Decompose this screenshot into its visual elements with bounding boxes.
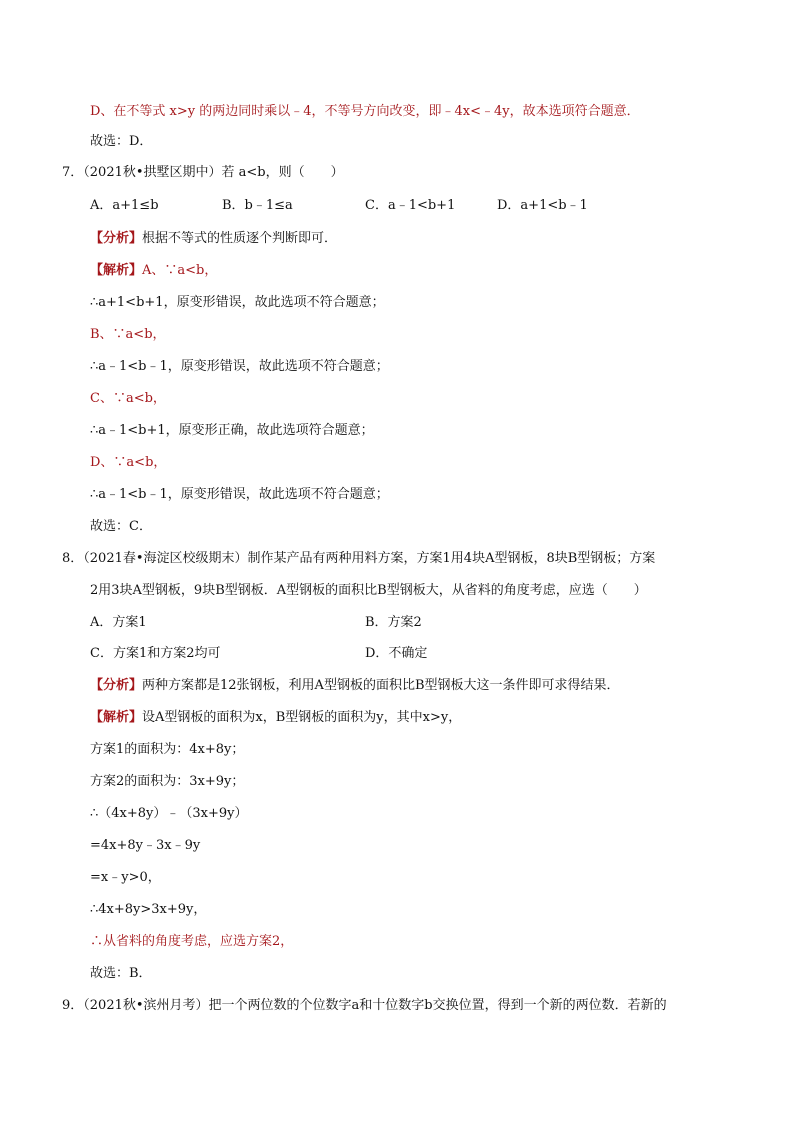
q8-stem-line-1: 8．（2021春•海淀区校级期末）制作某产品有两种用料方案，方案1用4块A型钢板，8块B型钢板；方案 — [62, 551, 656, 566]
q7-solution — [90, 262, 217, 280]
q8-option-a: A．方案1 — [90, 615, 147, 630]
q7-option-a: A．a+1≤b — [90, 198, 159, 213]
q8-solution-line: 方案2的面积为：3x+9y； — [90, 774, 245, 789]
q7-solution-line: B、∵a<b， — [90, 327, 166, 342]
q7-option-b: B．b﹣1≤a — [222, 198, 293, 213]
q8-solution-tag: 【解析】 — [90, 710, 143, 725]
q8-solution-line: 方案1的面积为：4x+8y； — [90, 742, 245, 757]
q7-solution-line: ∴a﹣1<b﹣1，原变形错误，故此选项不符合题意； — [90, 359, 389, 374]
q8-option-d: D．不确定 — [365, 646, 428, 661]
q8-analysis — [90, 677, 620, 695]
q8-solution-line: =4x+8y﹣3x﹣9y — [90, 838, 201, 853]
q7-analysis-tag: 【分析】 — [90, 231, 143, 246]
q8-solution-first: 设A型钢板的面积为x，B型钢板的面积为y，其中x>y， — [142, 710, 462, 725]
q7-answer: 故选：C． — [90, 519, 152, 534]
q7-analysis-text: 根据不等式的性质逐个判断即可． — [142, 231, 338, 246]
q8-analysis-tag: 【分析】 — [90, 678, 143, 693]
q7-solution-line: C、∵a<b， — [90, 391, 166, 406]
q8-analysis-text: 两种方案都是12张钢板，利用A型钢板的面积比B型钢板大这一条件即可求得结果． — [142, 678, 620, 693]
q7-analysis — [90, 230, 337, 248]
q7-solution-line: D、∵a<b， — [90, 455, 167, 470]
q7-solution-line: ∴a﹣1<b+1，原变形正确，故此选项符合题意； — [90, 423, 374, 438]
q8-solution — [90, 709, 461, 727]
q7-solution-tag: 【解析】 — [90, 263, 143, 278]
q9-stem-line-1: 9．（2021秋•滨州月考）把一个两位数的个位数字a和十位数字b交换位置，得到一个新的两位数．若新的 — [62, 998, 667, 1013]
q8-solution-line: ∴（4x+8y）﹣（3x+9y） — [90, 806, 248, 821]
q7-option-c: C．a﹣1<b+1 — [365, 198, 456, 213]
q8-option-c: C．方案1和方案2均可 — [90, 646, 221, 661]
q7-solution-line: ∴a+1<b+1，原变形错误，故此选项不符合题意； — [90, 295, 385, 310]
q6-answer: 故选：D． — [90, 134, 153, 149]
q8-solution-line: =x﹣y>0， — [90, 870, 161, 885]
q7-solution-first: A、∵a<b， — [142, 263, 218, 278]
q8-stem-line-2: 2用3块A型钢板，9块B型钢板．A型钢板的面积比B型钢板大，从省料的角度考虑，应选（ ） — [90, 583, 647, 598]
q8-option-b: B．方案2 — [365, 615, 422, 630]
q8-solution-line: ∴4x+8y>3x+9y， — [90, 902, 207, 917]
q7-solution-line: ∴a﹣1<b﹣1，原变形错误，故此选项不符合题意； — [90, 487, 389, 502]
q7-option-d: D．a+1<b﹣1 — [497, 198, 588, 213]
q7-stem: 7．（2021秋•拱墅区期中）若 a<b，则（ ） — [62, 165, 344, 180]
q8-solution-line: ∴从省料的角度考虑，应选方案2， — [90, 934, 294, 949]
q6-option-d-explanation: D、在不等式 x>y 的两边同时乘以﹣4，不等号方向改变，即﹣4x<﹣4y，故本选项符合题意． — [90, 104, 640, 119]
q8-answer: 故选：B． — [90, 966, 152, 981]
